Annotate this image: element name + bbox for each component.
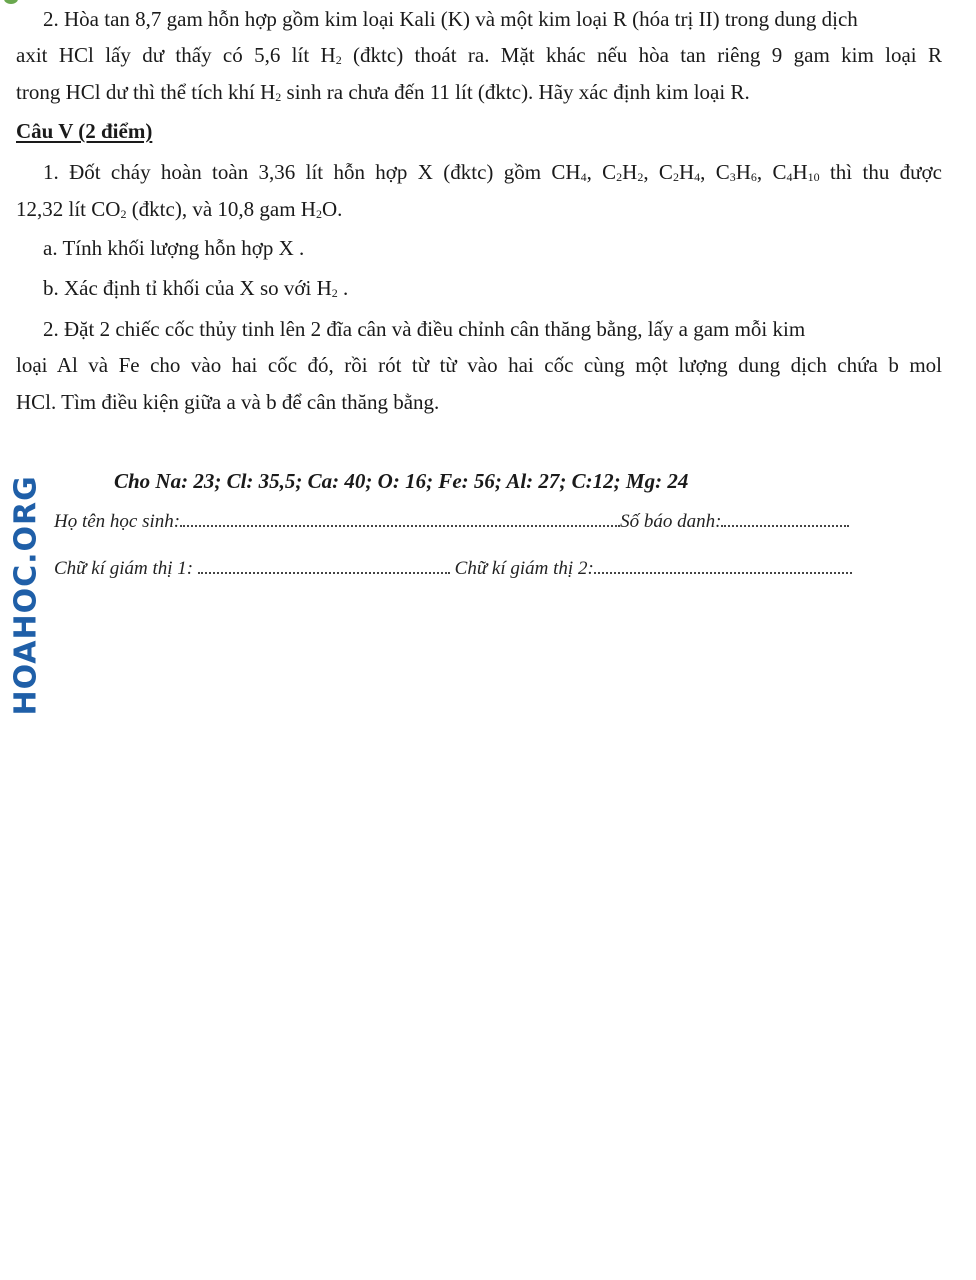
q5-2-line-2: loại Al và Fe cho vào hai cốc đó, rồi rót từ từ vào hai cốc cùng một lượng dung dịch chứa b mol [16,353,942,377]
text-segment: (đktc) thoát ra. Mặt khác nếu hòa tan riêng 9 gam kim loại R [341,43,942,67]
invigilator-signature-line [54,557,852,581]
q5-1-line-1 [43,159,942,185]
student-name-field[interactable] [180,511,620,527]
text-segment: sinh ra chưa đến 11 lít (đktc). Hãy xác định kim loại R. [281,80,750,104]
invigilator-2-label: Chữ kí giám thị 2: [454,558,594,579]
text-segment: O. [321,197,343,221]
text-segment: (đktc), và 10,8 gam H [126,197,316,221]
subscript: 4 [786,170,793,184]
candidate-number-field[interactable] [721,511,849,527]
text-segment: axit HCl lấy dư thấy có 5,6 lít H [16,43,336,67]
q5-1-line-2 [16,196,342,222]
subscript: 6 [750,170,757,184]
watermark-logo [0,475,44,730]
text-segment: thì thu được [819,160,942,184]
text-segment: H [735,160,751,184]
student-name-label: Họ tên học sinh: [54,511,181,532]
text-segment: trong HCl dư thì thể tích khí H [16,80,276,104]
q5-1-part-b [43,275,348,301]
text-segment: b. Xác định tỉ khối của X so với H [43,276,332,300]
text-segment: H [622,160,638,184]
q5-2-line-3: HCl. Tìm điều kiện giữa a và b để cân thăng bằng. [16,390,440,414]
candidate-number-label: Số báo danh: [620,511,722,532]
section-5-heading: Câu V (2 điểm) [16,119,153,143]
text-segment: , C [700,160,730,184]
text-segment: , C [756,160,787,184]
text-segment: . [337,276,349,300]
student-info-line [54,510,849,534]
subscript: 2 [637,170,644,184]
subscript: 2 [120,207,127,221]
subscript: 2 [315,207,322,221]
subscript: 3 [729,170,736,184]
subscript: 2 [335,53,342,67]
atomic-masses-note: Cho Na: 23; Cl: 35,5; Ca: 40; O: 16; Fe: 56; Al: 27; C:12; Mg: 24 [114,469,689,493]
text-segment: 12,32 lít CO [16,197,121,221]
subscript: 2 [672,170,679,184]
text-segment: , C [586,160,617,184]
text-segment: 1. Đốt cháy hoàn toàn 3,36 lít hỗn hợp X (đktc) gồm CH [43,160,581,184]
q5-2-line-1: 2. Đặt 2 chiếc cốc thủy tinh lên 2 đĩa cân và điều chỉnh cân thăng bằng, lấy a gam mỗi kim [43,317,806,341]
text-segment: H [678,160,695,184]
q5-1-part-a: a. Tính khối lượng hỗn hợp X . [43,236,305,260]
subscript: 4 [580,170,587,184]
watermark-text: HOAHOC.ORG [8,475,44,716]
invigilator-1-signature-field[interactable] [198,558,450,574]
invigilator-1-label: Chữ kí giám thị 1: [54,558,194,579]
text-segment: H [792,160,808,184]
text-segment: , C [643,160,673,184]
invigilator-2-signature-field[interactable] [594,558,852,574]
subscript: 2 [275,90,282,104]
subscript: 10 [807,170,820,184]
q4-2-line-2 [16,42,942,68]
subscript: 2 [331,286,338,300]
subscript: 2 [616,170,623,184]
q4-2-line-3 [16,79,750,105]
subscript: 4 [694,170,701,184]
corner-mark [4,0,18,4]
q4-2-line-1: 2. Hòa tan 8,7 gam hỗn hợp gồm kim loại Kali (K) và một kim loại R (hóa trị II) trong dung dịch [43,7,858,31]
